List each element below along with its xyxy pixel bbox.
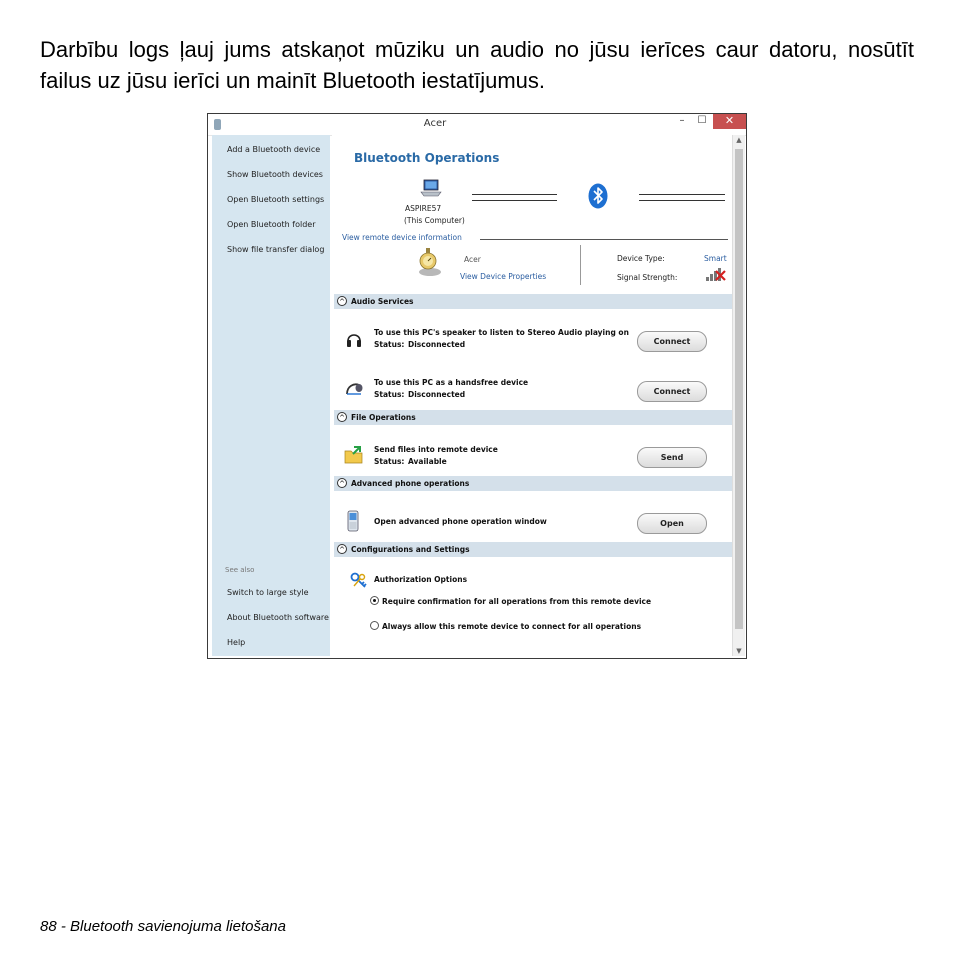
scroll-up-icon[interactable]: ▲	[736, 136, 742, 144]
window-title: Acer	[423, 118, 447, 129]
sidebar-item-help[interactable]: Help	[227, 638, 246, 647]
audio-stereo-status-label: Status:	[374, 340, 405, 349]
sidebar-item-show-devices[interactable]: Show Bluetooth devices	[227, 170, 323, 179]
bluetooth-window	[207, 113, 747, 659]
require-confirmation-radio[interactable]	[370, 596, 379, 605]
device-type-label: Device Type:	[617, 254, 665, 263]
page-title: Bluetooth Operations	[354, 151, 500, 165]
sidebar-item-add-device[interactable]: Add a Bluetooth device	[227, 145, 321, 154]
section-title: Configurations and Settings	[351, 545, 470, 554]
advanced-phone-title: Open advanced phone operation window	[374, 517, 547, 526]
connection-line	[639, 194, 725, 195]
sidebar-item-large-style[interactable]: Switch to large style	[227, 588, 309, 597]
vertical-scrollbar[interactable]	[732, 135, 745, 656]
section-configurations[interactable]	[334, 542, 732, 557]
always-allow-radio[interactable]	[370, 621, 379, 630]
view-device-properties-link[interactable]: View Device Properties	[460, 272, 547, 281]
connection-line	[472, 194, 557, 195]
sidebar-item-about[interactable]: About Bluetooth software	[227, 613, 329, 622]
title-bar[interactable]	[208, 114, 746, 136]
section-title: Advanced phone operations	[351, 479, 470, 488]
view-remote-info-link[interactable]: View remote device information	[342, 233, 462, 242]
audio-handsfree-status-label: Status:	[374, 390, 405, 399]
handsfree-headset-icon	[344, 381, 364, 397]
section-audio-services[interactable]	[334, 294, 732, 309]
collapse-icon[interactable]: ^	[337, 412, 347, 422]
section-advanced-phone[interactable]	[334, 476, 732, 491]
sidebar-item-open-settings[interactable]: Open Bluetooth settings	[227, 195, 325, 204]
authorization-keys-icon	[350, 572, 368, 590]
audio-stereo-status: Disconnected	[408, 340, 466, 349]
audio-handsfree-title: To use this PC as a handsfree device	[374, 378, 529, 387]
connect-stereo-button[interactable]: Connect	[637, 331, 707, 352]
section-title: Audio Services	[351, 297, 414, 306]
section-file-operations[interactable]	[334, 410, 732, 425]
send-files-status-label: Status:	[374, 457, 405, 466]
close-button[interactable]: ✕	[713, 114, 746, 129]
device-name: Acer	[464, 255, 481, 264]
maximize-button[interactable]: ☐	[697, 115, 707, 126]
scroll-down-icon[interactable]: ▼	[736, 647, 742, 655]
audio-stereo-title: To use this PC's speaker to listen to Stereo Audio playing on	[374, 328, 629, 337]
connection-line	[639, 200, 725, 201]
remote-device-icon	[416, 247, 444, 277]
signal-strength-label: Signal Strength:	[617, 273, 678, 282]
headphones-icon	[346, 330, 362, 348]
computer-name: ASPIRE57	[405, 204, 442, 213]
intro-paragraph: Darbību logs ļauj jums atskaņot mūziku un audio no jūsu ierīces caur datoru, nosūtīt failus uz jūsu ierīci un mainīt Bluetooth iestatījumus.	[40, 37, 914, 93]
laptop-icon	[420, 179, 442, 199]
send-button[interactable]: Send	[637, 447, 707, 468]
collapse-icon[interactable]: ^	[337, 478, 347, 488]
connect-handsfree-button[interactable]: Connect	[637, 381, 707, 402]
divider	[580, 245, 581, 285]
computer-subtitle: (This Computer)	[404, 216, 465, 225]
scrollbar-thumb[interactable]	[735, 149, 743, 629]
see-also-label: See also	[225, 566, 255, 574]
collapse-icon[interactable]: ^	[337, 544, 347, 554]
main-panel	[332, 135, 732, 656]
collapse-icon[interactable]: ^	[337, 296, 347, 306]
always-allow-label: Always allow this remote device to connect for all operations	[382, 622, 642, 631]
sidebar-item-file-transfer[interactable]: Show file transfer dialog	[227, 245, 325, 254]
section-title: File Operations	[351, 413, 416, 422]
phone-icon	[347, 510, 359, 532]
send-folder-icon	[344, 446, 364, 464]
connection-line	[472, 200, 557, 201]
authorization-options-title: Authorization Options	[374, 575, 468, 584]
send-files-title: Send files into remote device	[374, 445, 498, 454]
audio-handsfree-status: Disconnected	[408, 390, 466, 399]
minimize-button[interactable]: –	[679, 115, 685, 126]
sidebar-item-open-folder[interactable]: Open Bluetooth folder	[227, 220, 316, 229]
page-footer: 88 - Bluetooth savienojuma lietošana	[40, 918, 286, 935]
open-button[interactable]: Open	[637, 513, 707, 534]
device-type-value: Smart	[704, 254, 727, 263]
signal-strength-icon	[705, 267, 727, 281]
sidebar	[212, 135, 330, 656]
require-confirmation-label: Require confirmation for all operations from this remote device	[382, 597, 652, 606]
divider	[480, 239, 728, 240]
send-files-status: Available	[408, 457, 447, 466]
bluetooth-icon	[588, 183, 608, 209]
